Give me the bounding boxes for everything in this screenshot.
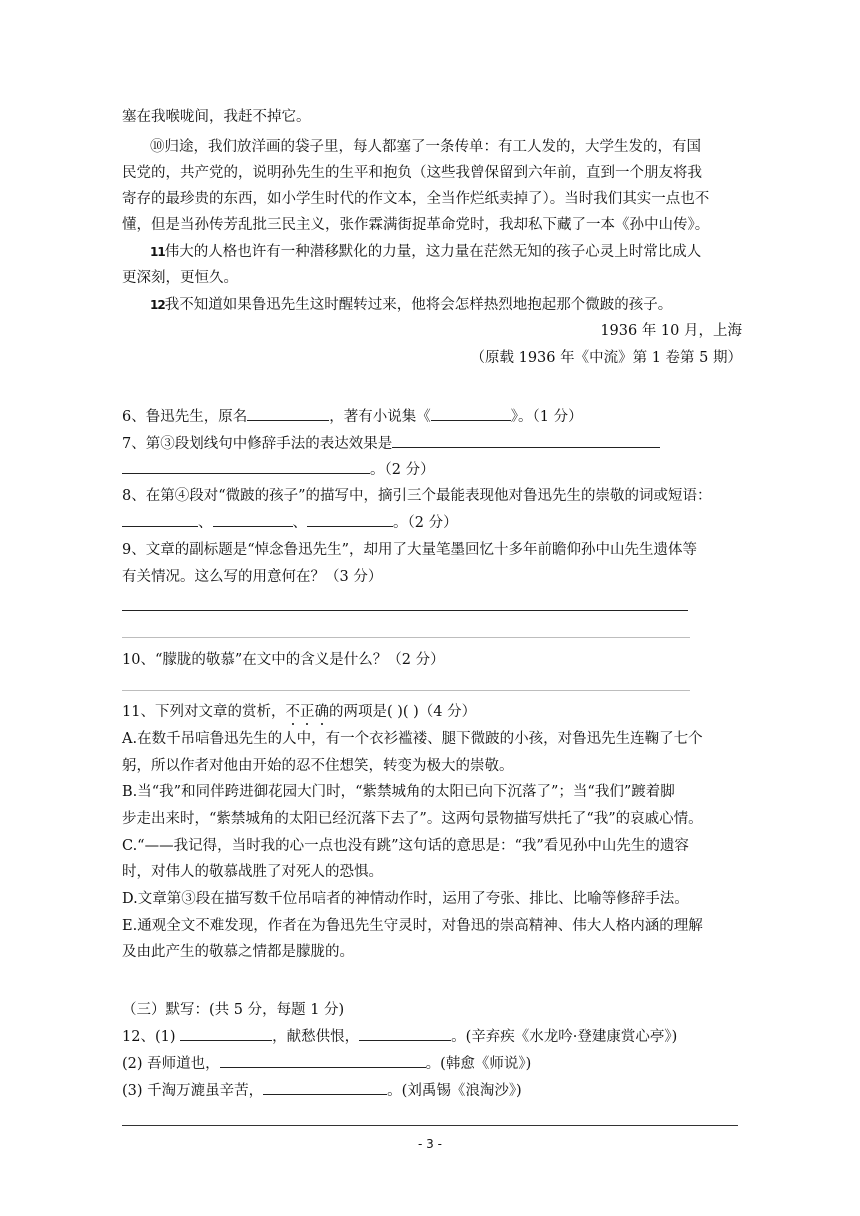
option-b: 步走出来时，“紫禁城角的太阳已经沉落下去了”。这两句景物描写烘托了“我”的哀戚心情。 (122, 811, 703, 827)
footer-rule (122, 1125, 738, 1126)
passage-line: 11伟大的人格也许有一种潜移默化的力量，这力量在茫然无知的孩子心灵上时常比成人 (150, 244, 702, 260)
question-8-blanks: 、 、 。（2 分） (122, 512, 742, 533)
option-c: 时，对伟人的敬慕战胜了对死人的恐惧。 (122, 864, 383, 880)
passage-date: 1936 年 10 月，上海 (600, 323, 742, 339)
section-heading: （三）默写：(共 5 分，每题 1 分) (122, 1002, 345, 1018)
passage-line: 寄存的最珍贵的东西，如小学生时代的作文本，全当作烂纸卖掉了）。当时我们其实一点也不 (122, 191, 710, 207)
answer-blank[interactable] (213, 512, 293, 527)
question-6: 6、鲁迅先生，原名 ，著有小说集《 》。（1 分） (122, 406, 742, 427)
passage-line: 更深刻，更恒久。 (122, 270, 238, 286)
answer-blank[interactable] (122, 459, 370, 474)
question-9: 9、文章的副标题是“悼念鲁迅先生”，却用了大量笔墨回忆十多年前瞻仰孙中山先生遗体等 (122, 542, 698, 558)
answer-blank[interactable] (307, 512, 393, 527)
question-12-2: (2) 吾师道也， 。(韩愈《师说》) (122, 1053, 742, 1074)
question-7: 7、第③段划线句中修辞手法的表达效果是 (122, 433, 742, 454)
paragraph-number: 11 (150, 245, 165, 259)
passage-line: 民党的，共产党的，说明孙先生的生平和抱负（这些我曾保留到六年前，直到一个朋友将我 (122, 165, 702, 181)
option-e: E.通观全文不难发现，作者在为鲁迅先生守灵时，对鲁迅的崇高精神、伟大人格内涵的理解 (122, 918, 703, 934)
option-d: D.文章第③段在描写数千位吊唁者的神情动作时，运用了夸张、排比、比喻等修辞手法。 (122, 891, 689, 907)
answer-blank[interactable] (392, 433, 660, 448)
answer-blank[interactable] (122, 512, 198, 527)
paragraph-number: 12 (150, 298, 165, 312)
passage-line: 塞在我喉咙间，我赶不掉它。 (122, 109, 311, 125)
question-12-3: (3) 千淘万漉虽辛苦， 。(刘禹锡《浪淘沙》) (122, 1080, 742, 1101)
answer-line[interactable] (122, 610, 688, 611)
question-9-cont: 有关情况。这么写的用意何在？（3 分） (122, 569, 383, 585)
option-e: 及由此产生的敬慕之情都是朦胧的。 (122, 944, 354, 960)
answer-blank[interactable] (220, 1053, 426, 1068)
passage-line: 12我不知道如果鲁迅先生这时醒转过来，他将会怎样热烈地抱起那个微跛的孩子。 (150, 297, 673, 313)
option-a: A.在数千吊唁鲁迅先生的人中，有一个衣衫褴褛、腿下微跛的小孩，对鲁迅先生连鞠了七个 (122, 731, 703, 747)
option-b: B.当“我”和同伴跨进御花园大门时，“紫禁城角的太阳已向下沉落了”；当“我们”踱着脚 (122, 784, 675, 800)
answer-blank[interactable] (247, 406, 329, 421)
option-c: C.“——我记得，当时我的心一点也没有跳”这句话的意思是：“我”看见孙中山先生的遗容 (122, 838, 689, 854)
answer-blank[interactable] (359, 1026, 451, 1041)
question-11: 11、下列对文章的赏析，不正确的两项是( )( )（4 分） (122, 704, 477, 720)
question-10: 10、“朦胧的敬慕”在文中的含义是什么？（2 分） (122, 652, 445, 668)
passage-line: 懂，但是当孙传芳乱批三民主义，张作霖满街捉革命党时，我却私下藏了一本《孙中山传》。 (122, 217, 710, 233)
question-8: 8、在第④段对“微跛的孩子”的描写中，摘引三个最能表现他对鲁迅先生的崇敬的词或短语： (122, 488, 712, 504)
answer-blank[interactable] (180, 1026, 272, 1041)
question-7-cont: 。（2 分） (122, 459, 742, 480)
answer-blank[interactable] (263, 1080, 387, 1095)
answer-line[interactable] (122, 637, 690, 638)
page-number: - 3 - (418, 1137, 442, 1151)
answer-blank[interactable] (431, 406, 511, 421)
passage-source: （原载 1936 年《中流》第 1 卷第 5 期） (470, 350, 742, 366)
question-12-1: 12、(1) ，献愁供恨， 。(辛弃疾《水龙吟·登建康赏心亭》) (122, 1026, 742, 1047)
option-a: 躬，所以作者对他由开始的忍不住想笑，转变为极大的崇敬。 (122, 758, 514, 774)
answer-line[interactable] (122, 690, 690, 691)
passage-line: ⑩归途，我们放洋画的袋子里，每人都塞了一条传单：有工人发的，大学生发的，有国 (150, 139, 701, 155)
